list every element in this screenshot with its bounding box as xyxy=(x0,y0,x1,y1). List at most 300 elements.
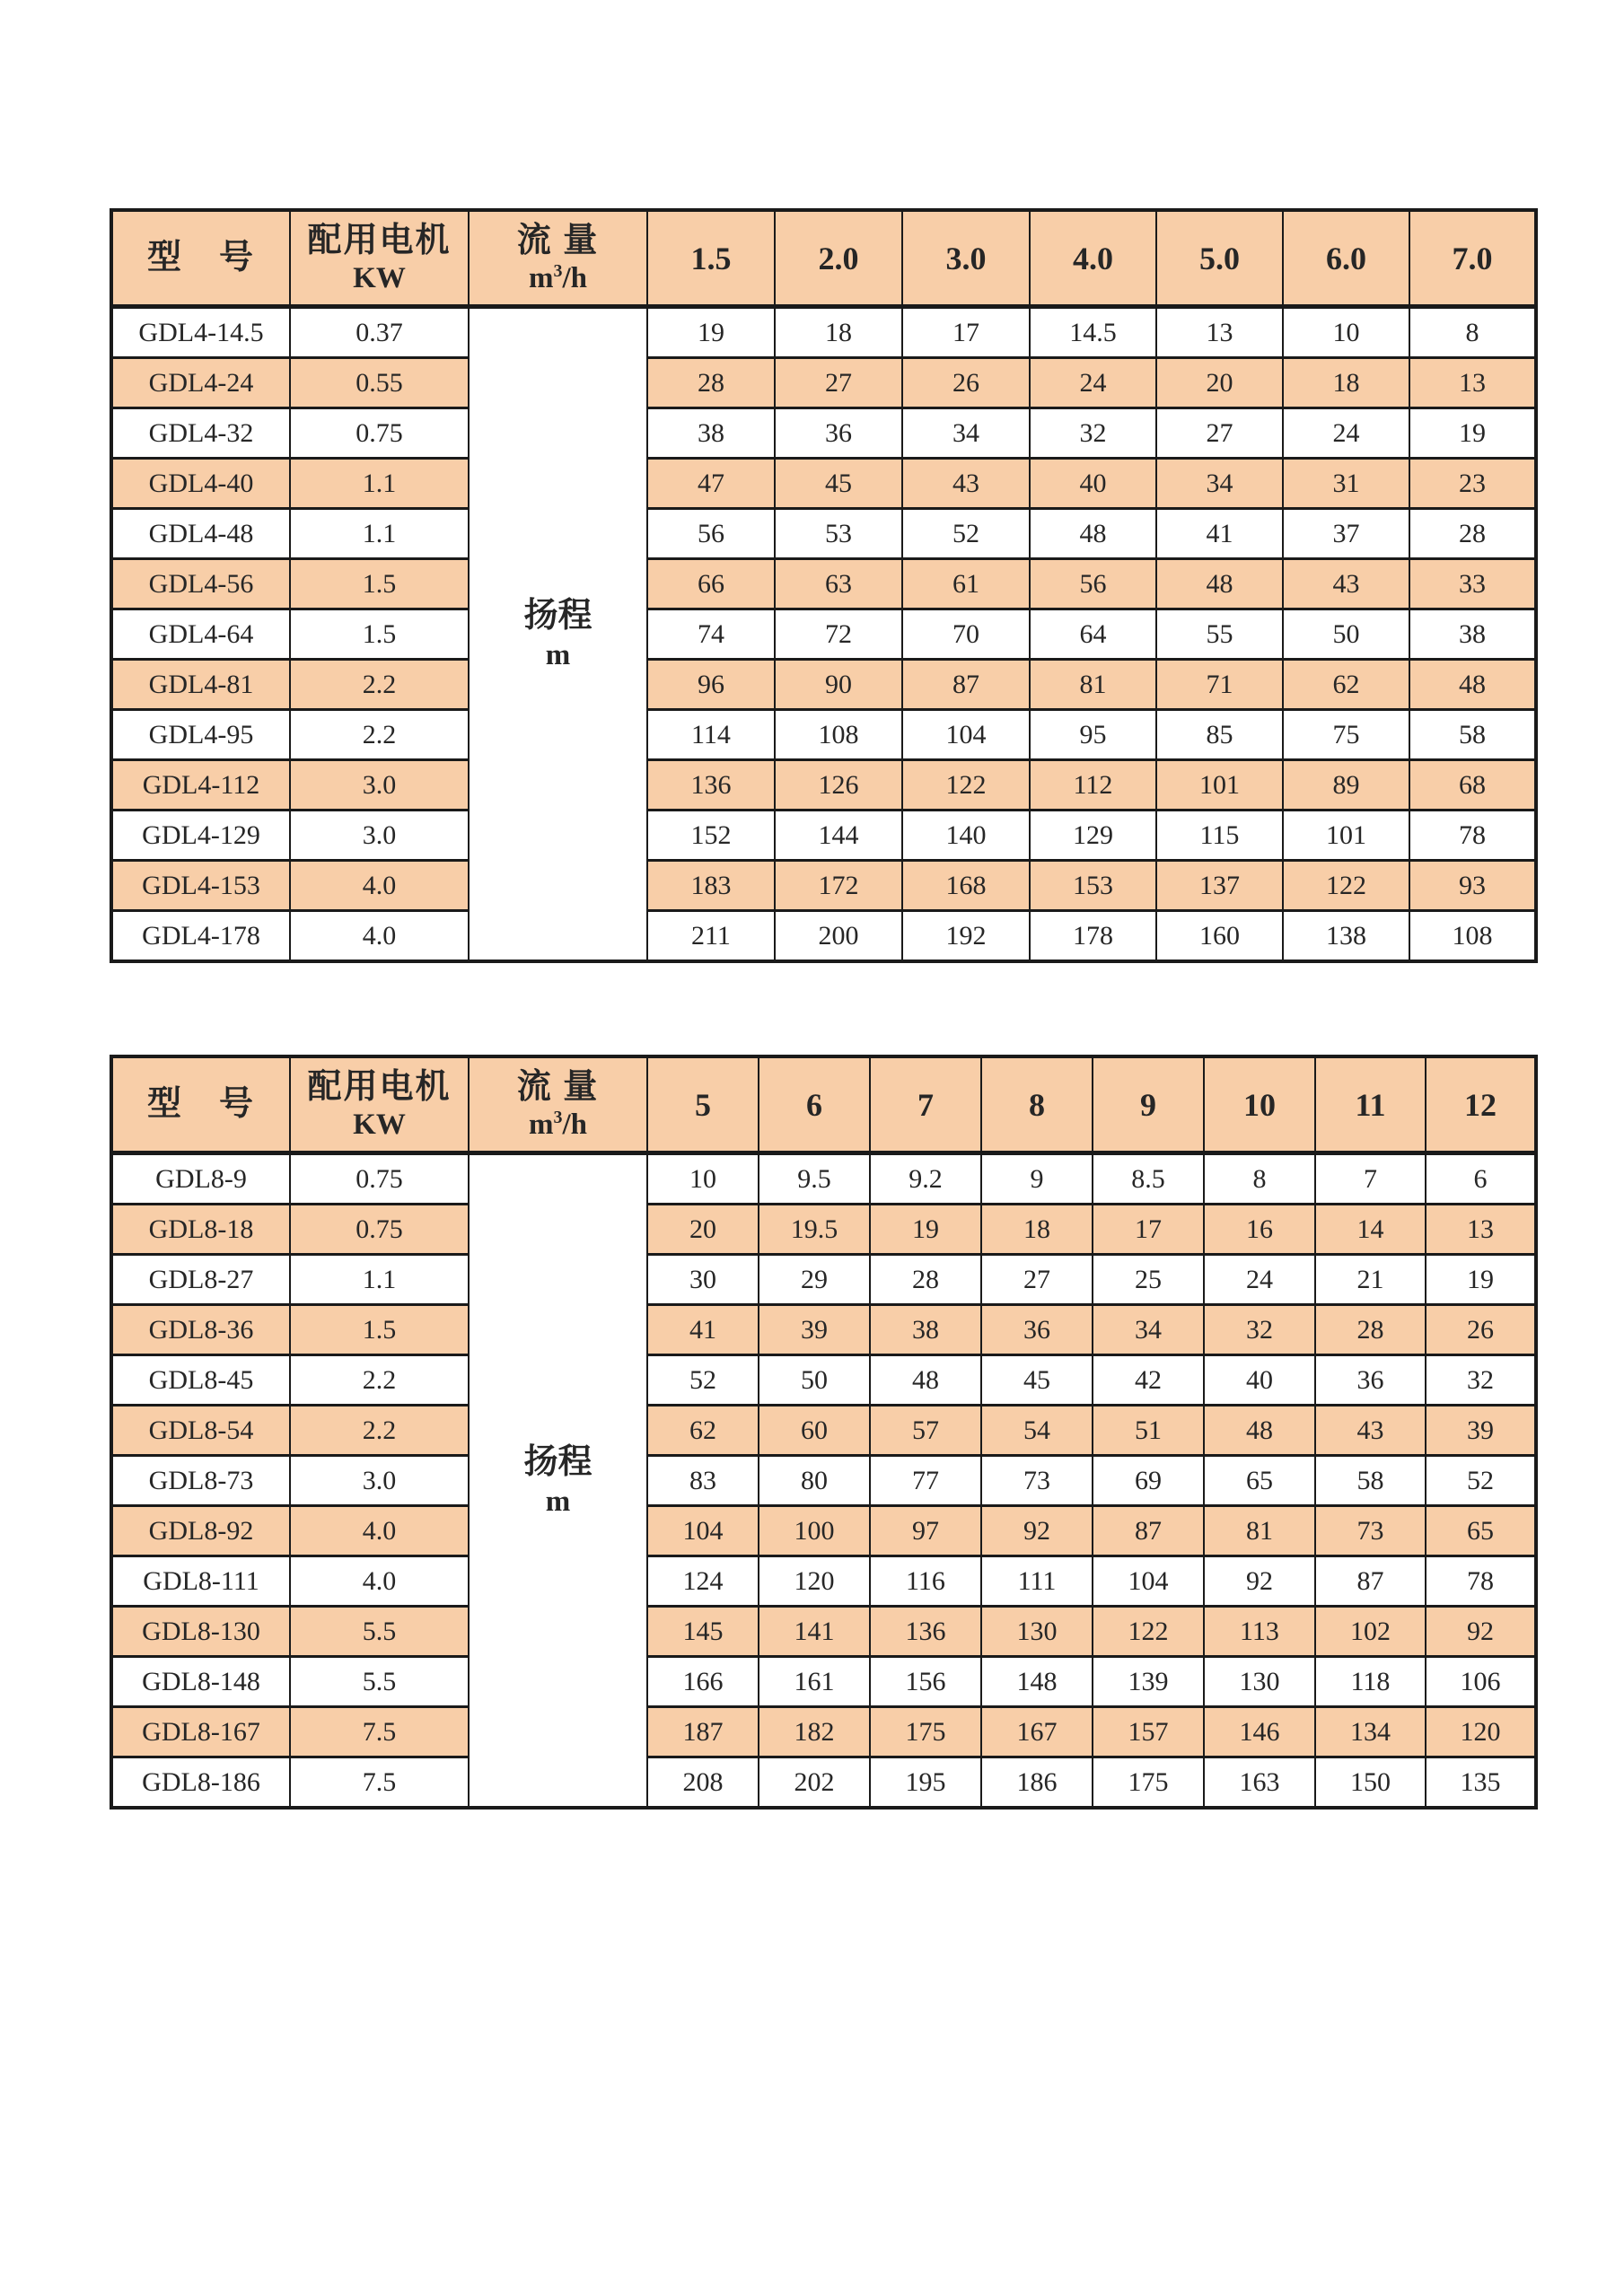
head-value-cell: 90 xyxy=(775,660,902,710)
model-cell: GDL8-9 xyxy=(111,1153,290,1205)
head-value-cell: 34 xyxy=(1156,459,1283,509)
head-value-cell: 93 xyxy=(1409,861,1536,911)
head-value-cell: 66 xyxy=(647,559,775,609)
motor-kw-cell: 7.5 xyxy=(290,1757,469,1809)
head-value-cell: 135 xyxy=(1426,1757,1536,1809)
head-value-cell: 64 xyxy=(1030,609,1156,660)
col-header-model xyxy=(111,210,290,307)
head-value-cell: 126 xyxy=(775,760,902,811)
motor-kw-cell: 2.2 xyxy=(290,1355,469,1406)
model-cell: GDL4-112 xyxy=(111,760,290,811)
head-value-cell: 33 xyxy=(1409,559,1536,609)
flow-column-header: 2.0 xyxy=(775,210,902,307)
head-label: 扬程 xyxy=(523,1443,593,1481)
head-value-cell: 52 xyxy=(902,509,1030,559)
motor-kw-cell: 1.5 xyxy=(290,609,469,660)
col-header-motor xyxy=(290,1056,469,1153)
head-value-cell: 48 xyxy=(1204,1406,1315,1456)
head-value-cell: 81 xyxy=(1204,1506,1315,1556)
head-value-cell: 31 xyxy=(1283,459,1409,509)
head-value-cell: 87 xyxy=(1315,1556,1426,1607)
head-value-cell: 26 xyxy=(1426,1305,1536,1355)
head-value-cell: 81 xyxy=(1030,660,1156,710)
head-value-cell: 47 xyxy=(647,459,775,509)
head-value-cell: 187 xyxy=(647,1707,759,1757)
head-value-cell: 27 xyxy=(775,358,902,408)
head-value-cell: 45 xyxy=(775,459,902,509)
head-value-cell: 18 xyxy=(981,1205,1093,1255)
head-value-cell: 10 xyxy=(1283,307,1409,358)
head-value-cell: 192 xyxy=(902,911,1030,962)
head-value-cell: 55 xyxy=(1156,609,1283,660)
head-value-cell: 87 xyxy=(1093,1506,1204,1556)
head-value-cell: 9 xyxy=(981,1153,1093,1205)
head-value-cell: 73 xyxy=(981,1456,1093,1506)
head-value-cell: 157 xyxy=(1093,1707,1204,1757)
flow-column-header: 12 xyxy=(1426,1056,1536,1153)
head-value-cell: 112 xyxy=(1030,760,1156,811)
model-cell: GDL8-186 xyxy=(111,1757,290,1809)
head-value-cell: 122 xyxy=(1283,861,1409,911)
head-value-cell: 139 xyxy=(1093,1657,1204,1707)
motor-unit-label: KW xyxy=(353,1109,406,1142)
head-value-cell: 32 xyxy=(1204,1305,1315,1355)
head-value-cell: 36 xyxy=(981,1305,1093,1355)
head-value-cell: 42 xyxy=(1093,1355,1204,1406)
head-value-cell: 13 xyxy=(1409,358,1536,408)
head-value-cell: 38 xyxy=(1409,609,1536,660)
head-value-cell: 10 xyxy=(647,1153,759,1205)
head-value-cell: 40 xyxy=(1030,459,1156,509)
table-row xyxy=(111,1205,1536,1255)
head-value-cell: 19.5 xyxy=(759,1205,870,1255)
motor-header-label: 配用电机 xyxy=(307,221,452,259)
head-value-cell: 37 xyxy=(1283,509,1409,559)
head-value-cell: 19 xyxy=(870,1205,981,1255)
flow-header-label: 流 量 xyxy=(516,1067,600,1106)
motor-kw-cell: 5.5 xyxy=(290,1657,469,1707)
head-value-cell: 178 xyxy=(1030,911,1156,962)
head-value-cell: 48 xyxy=(1030,509,1156,559)
flow-column-header: 9 xyxy=(1093,1056,1204,1153)
head-value-cell: 80 xyxy=(759,1456,870,1506)
table-row xyxy=(111,1305,1536,1355)
head-value-cell: 161 xyxy=(759,1657,870,1707)
head-value-cell: 28 xyxy=(1315,1305,1426,1355)
head-value-cell: 166 xyxy=(647,1657,759,1707)
head-value-cell: 48 xyxy=(1156,559,1283,609)
head-value-cell: 156 xyxy=(870,1657,981,1707)
head-value-cell: 78 xyxy=(1426,1556,1536,1607)
head-value-cell: 120 xyxy=(759,1556,870,1607)
head-value-cell: 24 xyxy=(1283,408,1409,459)
head-value-cell: 8.5 xyxy=(1093,1153,1204,1205)
head-value-cell: 71 xyxy=(1156,660,1283,710)
motor-kw-cell: 1.5 xyxy=(290,1305,469,1355)
head-value-cell: 43 xyxy=(1283,559,1409,609)
head-value-cell: 148 xyxy=(981,1657,1093,1707)
model-cell: GDL4-40 xyxy=(111,459,290,509)
table-row xyxy=(111,509,1536,559)
head-value-cell: 28 xyxy=(647,358,775,408)
motor-kw-cell: 3.0 xyxy=(290,760,469,811)
table-row xyxy=(111,1406,1536,1456)
flow-unit-label: $m^3/h$ xyxy=(528,261,588,295)
col-header-motor xyxy=(290,210,469,307)
table-row xyxy=(111,408,1536,459)
model-cell: GDL8-73 xyxy=(111,1456,290,1506)
head-value-cell: 111 xyxy=(981,1556,1093,1607)
head-value-cell: 24 xyxy=(1204,1255,1315,1305)
flow-column-header: 6.0 xyxy=(1283,210,1409,307)
motor-kw-cell: 0.75 xyxy=(290,1153,469,1205)
model-cell: GDL4-153 xyxy=(111,861,290,911)
head-value-cell: 100 xyxy=(759,1506,870,1556)
head-value-cell: 73 xyxy=(1315,1506,1426,1556)
head-value-cell: 136 xyxy=(647,760,775,811)
head-value-cell: 108 xyxy=(1409,911,1536,962)
head-value-cell: 36 xyxy=(775,408,902,459)
model-cell: GDL8-36 xyxy=(111,1305,290,1355)
head-value-cell: 28 xyxy=(1409,509,1536,559)
model-cell: GDL4-56 xyxy=(111,559,290,609)
head-value-cell: 32 xyxy=(1426,1355,1536,1406)
model-cell: GDL4-48 xyxy=(111,509,290,559)
model-cell: GDL4-24 xyxy=(111,358,290,408)
head-value-cell: 175 xyxy=(870,1707,981,1757)
head-value-cell: 145 xyxy=(647,1607,759,1657)
gdl4-spec-table xyxy=(110,208,1538,963)
head-value-cell: 70 xyxy=(902,609,1030,660)
model-cell: GDL8-18 xyxy=(111,1205,290,1255)
head-value-cell: 52 xyxy=(1426,1456,1536,1506)
head-value-cell: 8 xyxy=(1204,1153,1315,1205)
flow-column-header: 1.5 xyxy=(647,210,775,307)
col-header-flow xyxy=(469,1056,647,1153)
head-value-cell: 7 xyxy=(1315,1153,1426,1205)
head-value-cell: 65 xyxy=(1426,1506,1536,1556)
head-value-cell: 9.5 xyxy=(759,1153,870,1205)
head-value-cell: 16 xyxy=(1204,1205,1315,1255)
head-value-cell: 104 xyxy=(1093,1556,1204,1607)
flow-column-header: 10 xyxy=(1204,1056,1315,1153)
head-value-cell: 40 xyxy=(1204,1355,1315,1406)
table-row xyxy=(111,760,1536,811)
motor-kw-cell: 4.0 xyxy=(290,1506,469,1556)
model-cell: GDL4-14.5 xyxy=(111,307,290,358)
head-value-cell: 104 xyxy=(902,710,1030,760)
head-value-cell: 25 xyxy=(1093,1255,1204,1305)
motor-kw-cell: 4.0 xyxy=(290,1556,469,1607)
head-value-cell: 182 xyxy=(759,1707,870,1757)
table-row xyxy=(111,358,1536,408)
motor-unit-label: KW xyxy=(353,262,406,295)
head-value-cell: 183 xyxy=(647,861,775,911)
head-value-cell: 53 xyxy=(775,509,902,559)
motor-kw-cell: 0.55 xyxy=(290,358,469,408)
head-value-cell: 26 xyxy=(902,358,1030,408)
head-value-cell: 23 xyxy=(1409,459,1536,509)
head-value-cell: 27 xyxy=(981,1255,1093,1305)
head-value-cell: 50 xyxy=(759,1355,870,1406)
head-value-cell: 150 xyxy=(1315,1757,1426,1809)
head-value-cell: 124 xyxy=(647,1556,759,1607)
flow-column-header: 4.0 xyxy=(1030,210,1156,307)
head-value-cell: 138 xyxy=(1283,911,1409,962)
head-value-cell: 153 xyxy=(1030,861,1156,911)
head-value-cell: 101 xyxy=(1283,811,1409,861)
head-value-cell: 39 xyxy=(759,1305,870,1355)
head-value-cell: 95 xyxy=(1030,710,1156,760)
head-value-cell: 48 xyxy=(1409,660,1536,710)
head-value-cell: 51 xyxy=(1093,1406,1204,1456)
head-value-cell: 65 xyxy=(1204,1456,1315,1506)
head-value-cell: 50 xyxy=(1283,609,1409,660)
head-value-cell: 146 xyxy=(1204,1707,1315,1757)
head-value-cell: 34 xyxy=(902,408,1030,459)
head-value-cell: 57 xyxy=(870,1406,981,1456)
head-value-cell: 24 xyxy=(1030,358,1156,408)
head-value-cell: 14.5 xyxy=(1030,307,1156,358)
flow-column-header: 7.0 xyxy=(1409,210,1536,307)
table-row xyxy=(111,1657,1536,1707)
head-value-cell: 160 xyxy=(1156,911,1283,962)
head-value-cell: 6 xyxy=(1426,1153,1536,1205)
head-value-cell: 29 xyxy=(759,1255,870,1305)
model-header-label: 型 号 xyxy=(146,238,255,276)
motor-kw-cell: 2.2 xyxy=(290,710,469,760)
head-value-cell: 106 xyxy=(1426,1657,1536,1707)
flow-column-header: 8 xyxy=(981,1056,1093,1153)
table-row xyxy=(111,811,1536,861)
head-value-cell: 137 xyxy=(1156,861,1283,911)
model-cell: GDL4-129 xyxy=(111,811,290,861)
flow-column-header: 11 xyxy=(1315,1056,1426,1153)
head-value-cell: 13 xyxy=(1426,1205,1536,1255)
head-value-cell: 41 xyxy=(647,1305,759,1355)
head-value-cell: 144 xyxy=(775,811,902,861)
head-value-cell: 102 xyxy=(1315,1607,1426,1657)
head-value-cell: 130 xyxy=(981,1607,1093,1657)
head-value-cell: 130 xyxy=(1204,1657,1315,1707)
flow-column-header: 7 xyxy=(870,1056,981,1153)
motor-header-label: 配用电机 xyxy=(307,1067,452,1106)
head-value-cell: 19 xyxy=(1426,1255,1536,1305)
head-value-cell: 38 xyxy=(647,408,775,459)
head-value-cell: 129 xyxy=(1030,811,1156,861)
head-value-cell: 104 xyxy=(647,1506,759,1556)
head-value-cell: 74 xyxy=(647,609,775,660)
head-value-cell: 152 xyxy=(647,811,775,861)
flow-column-header: 6 xyxy=(759,1056,870,1153)
head-value-cell: 168 xyxy=(902,861,1030,911)
head-value-cell: 141 xyxy=(759,1607,870,1657)
motor-kw-cell: 1.1 xyxy=(290,1255,469,1305)
head-value-cell: 134 xyxy=(1315,1707,1426,1757)
head-unit-merged-cell xyxy=(469,1153,647,1809)
head-value-cell: 34 xyxy=(1093,1305,1204,1355)
head-value-cell: 52 xyxy=(647,1355,759,1406)
head-value-cell: 202 xyxy=(759,1757,870,1809)
head-value-cell: 163 xyxy=(1204,1757,1315,1809)
head-value-cell: 56 xyxy=(647,509,775,559)
head-value-cell: 28 xyxy=(870,1255,981,1305)
head-value-cell: 116 xyxy=(870,1556,981,1607)
head-value-cell: 108 xyxy=(775,710,902,760)
head-value-cell: 122 xyxy=(902,760,1030,811)
head-value-cell: 96 xyxy=(647,660,775,710)
head-value-cell: 30 xyxy=(647,1255,759,1305)
motor-kw-cell: 0.75 xyxy=(290,1205,469,1255)
motor-kw-cell: 4.0 xyxy=(290,861,469,911)
head-value-cell: 87 xyxy=(902,660,1030,710)
table-row xyxy=(111,1153,1536,1205)
head-value-cell: 83 xyxy=(647,1456,759,1506)
table-row xyxy=(111,459,1536,509)
col-header-model xyxy=(111,1056,290,1153)
head-value-cell: 18 xyxy=(1283,358,1409,408)
head-value-cell: 61 xyxy=(902,559,1030,609)
motor-kw-cell: 3.0 xyxy=(290,811,469,861)
gdl8-spec-table xyxy=(110,1055,1538,1810)
head-value-cell: 58 xyxy=(1409,710,1536,760)
head-value-cell: 45 xyxy=(981,1355,1093,1406)
head-value-cell: 8 xyxy=(1409,307,1536,358)
head-value-cell: 92 xyxy=(1204,1556,1315,1607)
table-row xyxy=(111,559,1536,609)
model-cell: GDL8-92 xyxy=(111,1506,290,1556)
model-cell: GDL4-32 xyxy=(111,408,290,459)
table-row xyxy=(111,1456,1536,1506)
head-value-cell: 56 xyxy=(1030,559,1156,609)
table-row xyxy=(111,710,1536,760)
motor-kw-cell: 1.1 xyxy=(290,509,469,559)
model-cell: GDL8-130 xyxy=(111,1607,290,1657)
head-unit: m xyxy=(545,639,571,672)
head-value-cell: 92 xyxy=(981,1506,1093,1556)
table-row xyxy=(111,911,1536,962)
model-cell: GDL8-148 xyxy=(111,1657,290,1707)
head-value-cell: 63 xyxy=(775,559,902,609)
head-value-cell: 136 xyxy=(870,1607,981,1657)
head-value-cell: 175 xyxy=(1093,1757,1204,1809)
motor-kw-cell: 5.5 xyxy=(290,1607,469,1657)
model-cell: GDL8-167 xyxy=(111,1707,290,1757)
head-value-cell: 60 xyxy=(759,1406,870,1456)
table-row xyxy=(111,1506,1536,1556)
head-value-cell: 32 xyxy=(1030,408,1156,459)
model-cell: GDL4-81 xyxy=(111,660,290,710)
head-value-cell: 43 xyxy=(1315,1406,1426,1456)
head-value-cell: 48 xyxy=(870,1355,981,1406)
head-value-cell: 62 xyxy=(647,1406,759,1456)
head-value-cell: 13 xyxy=(1156,307,1283,358)
flow-column-header: 3.0 xyxy=(902,210,1030,307)
model-cell: GDL8-27 xyxy=(111,1255,290,1305)
head-value-cell: 43 xyxy=(902,459,1030,509)
model-cell: GDL4-95 xyxy=(111,710,290,760)
table-row xyxy=(111,1556,1536,1607)
head-value-cell: 195 xyxy=(870,1757,981,1809)
head-value-cell: 39 xyxy=(1426,1406,1536,1456)
header-row xyxy=(111,1056,1536,1153)
head-value-cell: 19 xyxy=(1409,408,1536,459)
head-value-cell: 211 xyxy=(647,911,775,962)
motor-kw-cell: 1.1 xyxy=(290,459,469,509)
head-value-cell: 17 xyxy=(1093,1205,1204,1255)
motor-kw-cell: 7.5 xyxy=(290,1707,469,1757)
head-value-cell: 115 xyxy=(1156,811,1283,861)
model-cell: GDL4-64 xyxy=(111,609,290,660)
table-row xyxy=(111,1757,1536,1809)
head-value-cell: 101 xyxy=(1156,760,1283,811)
head-value-cell: 118 xyxy=(1315,1657,1426,1707)
head-value-cell: 114 xyxy=(647,710,775,760)
model-header-label: 型 号 xyxy=(146,1084,255,1123)
flow-column-header: 5.0 xyxy=(1156,210,1283,307)
head-value-cell: 58 xyxy=(1315,1456,1426,1506)
head-value-cell: 68 xyxy=(1409,760,1536,811)
head-value-cell: 54 xyxy=(981,1406,1093,1456)
head-value-cell: 36 xyxy=(1315,1355,1426,1406)
model-cell: GDL4-178 xyxy=(111,911,290,962)
head-value-cell: 41 xyxy=(1156,509,1283,559)
head-value-cell: 140 xyxy=(902,811,1030,861)
table-row xyxy=(111,1707,1536,1757)
flow-unit-label: $m^3/h$ xyxy=(528,1108,588,1142)
motor-kw-cell: 2.2 xyxy=(290,1406,469,1456)
motor-kw-cell: 0.37 xyxy=(290,307,469,358)
head-value-cell: 77 xyxy=(870,1456,981,1506)
head-value-cell: 14 xyxy=(1315,1205,1426,1255)
header-row xyxy=(111,210,1536,307)
head-value-cell: 20 xyxy=(647,1205,759,1255)
head-value-cell: 9.2 xyxy=(870,1153,981,1205)
head-value-cell: 27 xyxy=(1156,408,1283,459)
head-label: 扬程 xyxy=(523,597,593,635)
flow-column-header: 5 xyxy=(647,1056,759,1153)
table-row xyxy=(111,1355,1536,1406)
head-value-cell: 208 xyxy=(647,1757,759,1809)
head-value-cell: 200 xyxy=(775,911,902,962)
head-value-cell: 92 xyxy=(1426,1607,1536,1657)
flow-header-label: 流 量 xyxy=(516,221,600,259)
head-value-cell: 167 xyxy=(981,1707,1093,1757)
table-row xyxy=(111,1255,1536,1305)
head-value-cell: 38 xyxy=(870,1305,981,1355)
motor-kw-cell: 4.0 xyxy=(290,911,469,962)
head-value-cell: 18 xyxy=(775,307,902,358)
head-value-cell: 19 xyxy=(647,307,775,358)
head-value-cell: 21 xyxy=(1315,1255,1426,1305)
head-value-cell: 17 xyxy=(902,307,1030,358)
head-value-cell: 186 xyxy=(981,1757,1093,1809)
head-value-cell: 97 xyxy=(870,1506,981,1556)
head-unit-merged-cell xyxy=(469,307,647,962)
head-value-cell: 113 xyxy=(1204,1607,1315,1657)
motor-kw-cell: 3.0 xyxy=(290,1456,469,1506)
col-header-flow xyxy=(469,210,647,307)
motor-kw-cell: 0.75 xyxy=(290,408,469,459)
model-cell: GDL8-45 xyxy=(111,1355,290,1406)
head-value-cell: 20 xyxy=(1156,358,1283,408)
head-value-cell: 122 xyxy=(1093,1607,1204,1657)
head-unit: m xyxy=(545,1485,571,1519)
head-value-cell: 89 xyxy=(1283,760,1409,811)
table-row xyxy=(111,861,1536,911)
head-value-cell: 72 xyxy=(775,609,902,660)
head-value-cell: 85 xyxy=(1156,710,1283,760)
